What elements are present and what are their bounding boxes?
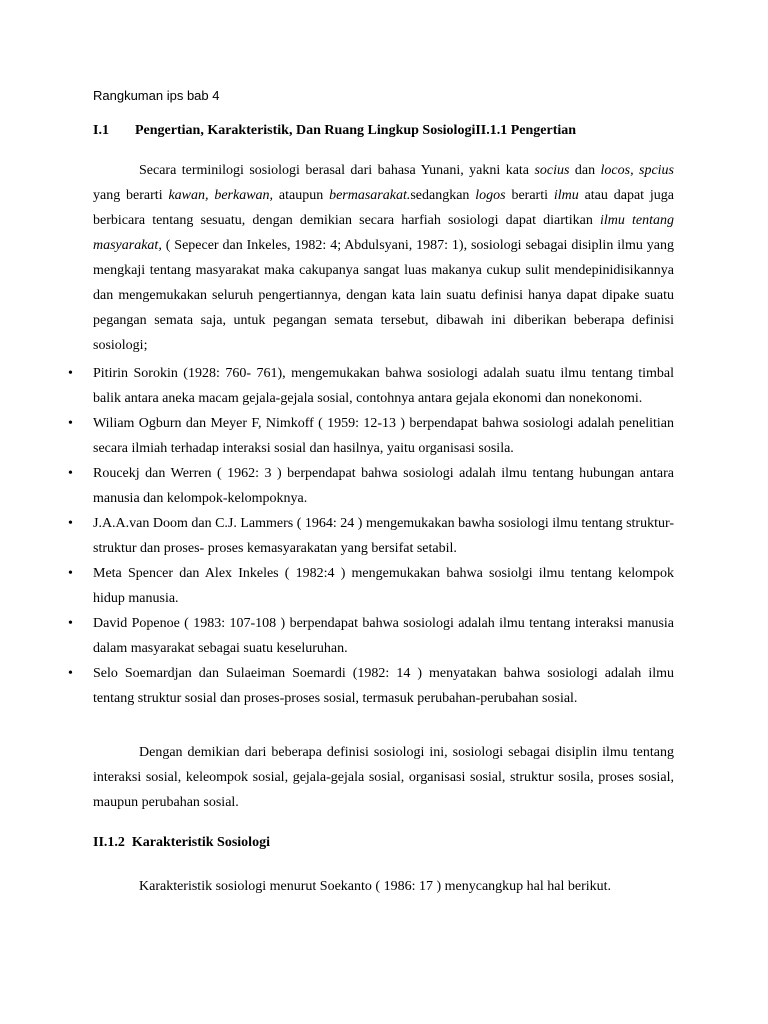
definition-item bbox=[68, 561, 674, 611]
intro-text: atau dapat juga berbicara tentang sesuatu, dengan demikian secara harfiah sosiologi dapat diartikan bbox=[93, 188, 674, 228]
intro-text: dan bbox=[569, 163, 601, 178]
section-heading-karakteristik bbox=[93, 834, 270, 852]
intro-term-bermasarakat: bermasarakat. bbox=[329, 188, 411, 203]
bullet: • bbox=[68, 616, 73, 631]
definition-text: David Popenoe ( 1983: 107-108 ) berpendapat bahwa sosiologi adalah ilmu tentang interaksi manusia dalam masyarakat sebagai suatu keseluruhan. bbox=[93, 616, 674, 656]
bullet: • bbox=[68, 466, 73, 481]
conclusion-paragraph: Dengan demikian dari beberapa definisi sosiologi ini, sosiologi sebagai disiplin ilmu tentang interaksi sosial, keleompok sosial, gejala-gejala sosial, organisasi sosial, struktur sosila, proses sosial, maupun perubahan sosial. bbox=[93, 745, 674, 810]
section-number: I.1 bbox=[93, 123, 109, 138]
definition-text: Pitirin Sorokin (1928: 760- 761), mengemukakan bahwa sosiologi adalah suatu ilmu tentang timbal balik antara aneka macam gejala-gejala sosial, contohnya antara gejala ekonomi dan nonekonomi. bbox=[93, 366, 674, 406]
section-heading-text: Karakteristik Sosiologi bbox=[131, 835, 270, 850]
intro-text: yang berarti bbox=[93, 188, 169, 203]
definition-item bbox=[68, 511, 675, 561]
definition-text: Wiliam Ogburn dan Meyer F, Nimkoff ( 1959: 12-13 ) berpendapat bahwa sosiologi adalah penelitian secara ilmiah terhadap interaksi sosial dan hasilnya, yaitu organisasi sosila. bbox=[93, 416, 674, 456]
bullet: • bbox=[68, 566, 73, 581]
section-number: II.1.2 bbox=[93, 835, 125, 850]
intro-text: Secara terminilogi sosiologi berasal dari bahasa Yunani, yakni kata bbox=[139, 163, 535, 178]
definition-text: J.A.A.van Doom dan C.J. Lammers ( 1964: 24 ) mengemukakan bawha sosiologi ilmu tentang struktur- struktur dan proses- proses kemasyarakatan yang bersifat setabil. bbox=[93, 516, 675, 556]
bullet: • bbox=[68, 416, 73, 431]
bullet: • bbox=[68, 366, 73, 381]
intro-text: ( Sepecer dan Inkeles, 1982: 4; Abdulsyani, 1987: 1), sosiologi sebagai disiplin ilmu yang mengkaji tentang masyarakat maka cakupanya sangat luas makanya cukup sulit mendepinidisikannya dan mengemukakan seluruh pengertiannya, dengan kata lain suatu definisi hanya dapat dipake suatu pegangan semata saja, untuk pegangan semata tersebut, dibawah ini diberikan beberapa definisi sosiologi; bbox=[93, 238, 674, 353]
bullet: • bbox=[68, 666, 73, 681]
intro-text: berarti bbox=[505, 188, 554, 203]
intro-term-logos: logos bbox=[475, 188, 506, 203]
intro-text: sedangkan bbox=[410, 188, 476, 203]
intro-text: ataupun bbox=[273, 188, 330, 203]
intro-paragraph bbox=[93, 158, 674, 358]
definition-item bbox=[68, 611, 674, 661]
bullet: • bbox=[68, 516, 73, 531]
intro-term-ilmu: ilmu bbox=[553, 188, 579, 203]
definition-text: Selo Soemardjan dan Sulaeiman Soemardi (1982: 14 ) menyatakan bahwa sosiologi adalah ilmu tentang struktur sosial dan proses-proses sosial, termasuk perubahan-perubahan sosial. bbox=[93, 666, 674, 706]
definition-text: Roucekj dan Werren ( 1962: 3 ) berpendapat bahwa sosiologi adalah ilmu tentang hubungan antara manusia dan kelompok-kelompoknya. bbox=[93, 466, 674, 506]
intro-term-ilmu-masyarakat: ilmu tentang masyarakat, bbox=[93, 213, 675, 253]
definition-text: Meta Spencer dan Alex Inkeles ( 1982:4 ) mengemukakan bahwa sosiolgi ilmu tentang kelompok hidup manusia. bbox=[93, 566, 674, 606]
definition-item bbox=[68, 661, 674, 711]
intro-term-socius: socius bbox=[534, 163, 570, 178]
karakteristik-intro-paragraph: Karakteristik sosiologi menurut Soekanto ( 1986: 17 ) menycangkup hal hal berikut. bbox=[139, 879, 612, 894]
section-heading-text: Pengertian, Karakteristik, Dan Ruang Lingkup SosiologiII.1.1 Pengertian bbox=[135, 123, 577, 138]
definition-item bbox=[68, 361, 674, 411]
intro-term-kawan: kawan, berkawan, bbox=[168, 188, 274, 203]
document-title: Rangkuman ips bab 4 bbox=[93, 88, 220, 103]
definition-item bbox=[68, 461, 674, 511]
definition-list bbox=[68, 361, 675, 711]
section-heading-pengertian bbox=[93, 122, 576, 140]
intro-term-locos: locos, spcius bbox=[600, 163, 674, 178]
definition-item bbox=[68, 411, 674, 461]
